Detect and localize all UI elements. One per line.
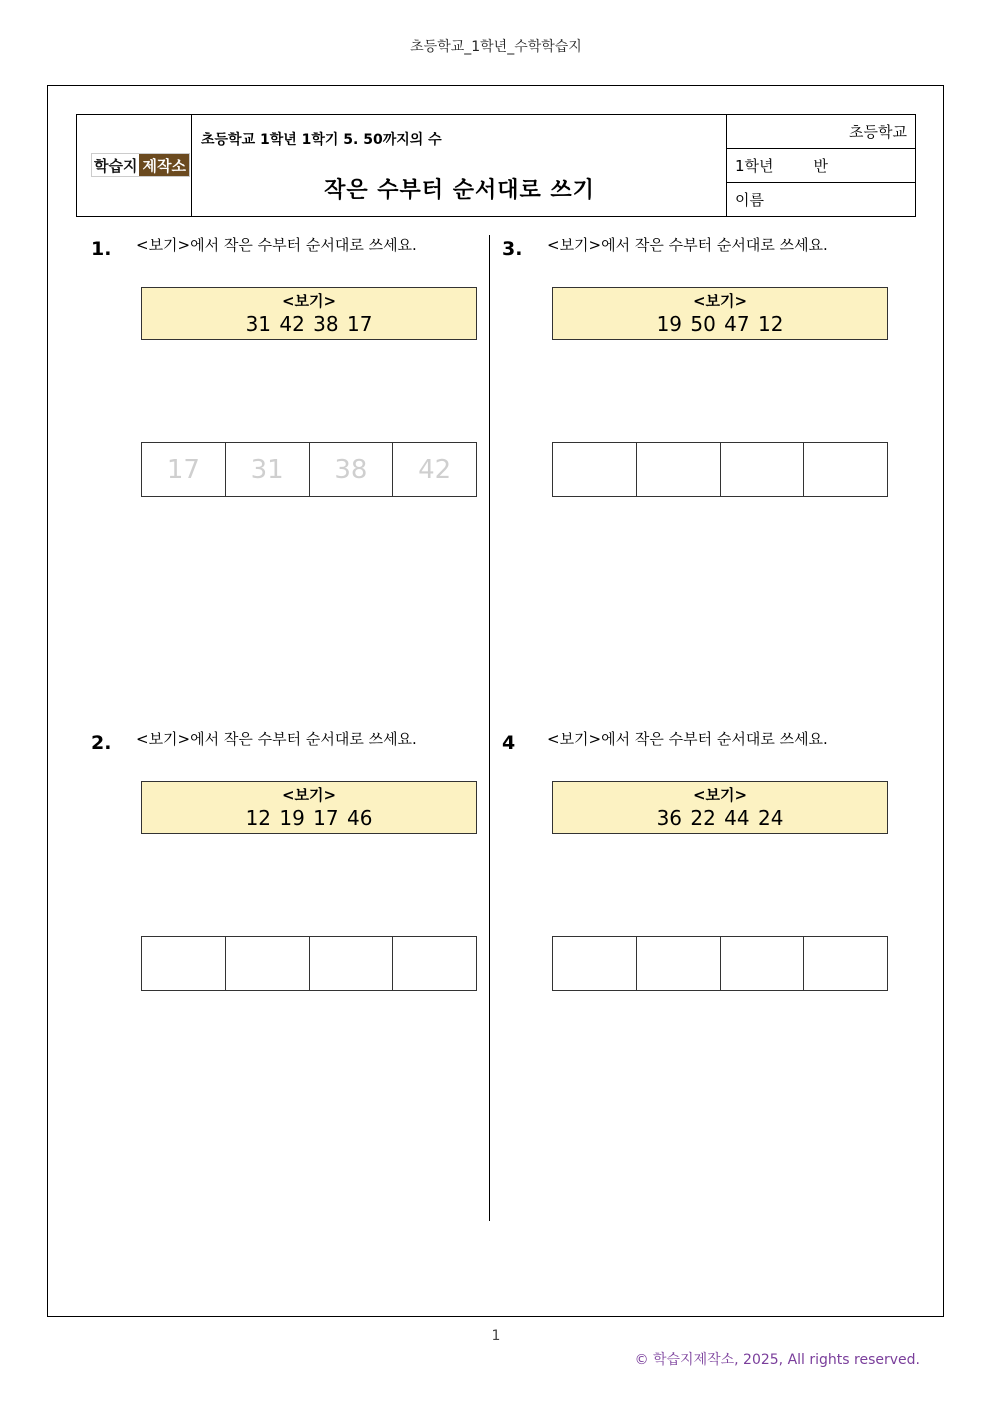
document-header: 초등학교_1학년_수학학습지 [410, 39, 582, 55]
worksheet-title: 작은 수부터 순서대로 쓰기 [324, 178, 595, 203]
logo-cell [77, 115, 192, 216]
title-cell [192, 115, 727, 216]
name-label: 이름 [735, 191, 764, 209]
answer-cell[interactable] [553, 443, 637, 496]
answer-boxes [552, 442, 888, 497]
problem-instruction: <보기>에서 작은 수부터 순서대로 쓰세요. [547, 236, 828, 254]
answer-cell[interactable]: 42 [418, 454, 452, 485]
example-title: <보기> [692, 292, 748, 310]
school-label: 초등학교 [849, 123, 907, 141]
example-numbers: 12 19 17 46 [245, 806, 373, 830]
example-box [141, 781, 477, 834]
answer-cell[interactable] [226, 937, 310, 990]
answer-cell[interactable] [721, 443, 805, 496]
problem-4 [502, 728, 882, 988]
problem-number: 4 [502, 732, 516, 754]
grade-class-field[interactable] [727, 149, 915, 183]
column-divider [489, 235, 490, 1221]
example-numbers: 31 42 38 17 [245, 312, 373, 336]
problem-1 [91, 234, 471, 494]
answer-cell[interactable] [721, 937, 805, 990]
example-box [141, 287, 477, 340]
problem-instruction: <보기>에서 작은 수부터 순서대로 쓰세요. [136, 730, 417, 748]
page-number: 1 [491, 1328, 501, 1344]
answer-boxes [141, 442, 477, 497]
logo [91, 153, 190, 177]
example-numbers: 19 50 47 12 [656, 312, 784, 336]
logo-text-part1: 학습지 [94, 156, 138, 175]
answer-cell[interactable] [393, 937, 476, 990]
answer-cell[interactable] [804, 937, 887, 990]
answer-cell[interactable] [142, 937, 226, 990]
problem-number: 2. [91, 732, 112, 754]
answer-cell[interactable]: 38 [310, 443, 394, 496]
example-title: <보기> [281, 292, 337, 310]
answer-cell[interactable] [637, 443, 721, 496]
answer-boxes [141, 936, 477, 991]
problem-2 [91, 728, 471, 988]
student-info [727, 115, 915, 216]
name-field[interactable] [727, 183, 915, 216]
logo-text-part2: 제작소 [139, 154, 188, 176]
problem-number: 3. [502, 238, 523, 260]
example-box [552, 287, 888, 340]
problem-3 [502, 234, 882, 494]
example-numbers: 36 22 44 24 [656, 806, 784, 830]
problem-number: 1. [91, 238, 112, 260]
copyright-notice: © 학습지제작소, 2025, All rights reserved. [634, 1352, 920, 1368]
answer-cell[interactable] [804, 443, 887, 496]
problem-instruction: <보기>에서 작은 수부터 순서대로 쓰세요. [547, 730, 828, 748]
grade-label: 1학년 [735, 157, 774, 175]
problem-instruction: <보기>에서 작은 수부터 순서대로 쓰세요. [136, 236, 417, 254]
answer-cell[interactable] [637, 937, 721, 990]
example-title: <보기> [281, 786, 337, 804]
class-label: 반 [813, 157, 829, 175]
answer-cell[interactable] [310, 937, 394, 990]
school-field[interactable] [727, 115, 915, 149]
answer-cell[interactable]: 17 [142, 443, 226, 496]
title-table [76, 114, 916, 217]
example-box [552, 781, 888, 834]
unit-subtitle: 초등학교 1학년 1학기 5. 50까지의 수 [201, 132, 442, 148]
example-title: <보기> [692, 786, 748, 804]
answer-boxes [552, 936, 888, 991]
answer-cell[interactable]: 31 [226, 443, 310, 496]
answer-cell[interactable] [553, 937, 637, 990]
